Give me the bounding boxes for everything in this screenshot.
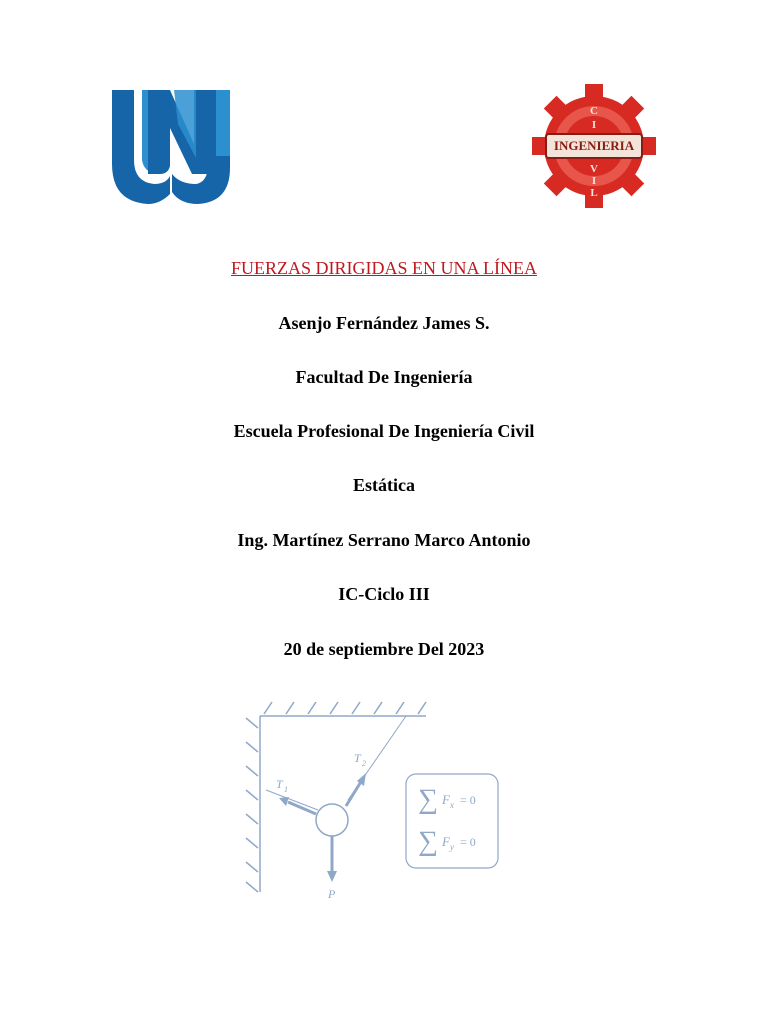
label-p: P (328, 887, 336, 901)
sigma-1: ∑ (418, 784, 438, 815)
school-name: Escuela Profesional De Ingeniería Civil (233, 421, 535, 441)
logo-text-ingenieria: INGENIERIA (553, 138, 635, 153)
label-t2-sub: 2 (362, 759, 366, 768)
eq2-sub: y (450, 842, 454, 852)
author-name: Asenjo Fernández James S. (278, 313, 490, 333)
force-equilibrium-diagram (236, 694, 504, 906)
teacher-name: Ing. Martínez Serrano Marco Antonio (237, 530, 531, 550)
label-t1-sub: 1 (284, 785, 288, 794)
svg-text:L: L (590, 187, 598, 199)
eq1-var: F (442, 792, 450, 807)
course-name: Estática (353, 475, 415, 495)
label-t1: T (276, 777, 283, 791)
document-title: FUERZAS DIRIGIDAS EN UNA LÍNEA (231, 258, 537, 278)
ingenieria-civil-logo (528, 84, 660, 208)
faculty-name: Facultad De Ingeniería (295, 367, 473, 387)
eq2-rhs: = 0 (460, 835, 476, 849)
sigma-2: ∑ (418, 826, 438, 857)
eq1-sub: x (450, 800, 454, 810)
eq2-var: F (442, 834, 450, 849)
unj-logo (108, 86, 236, 208)
svg-text:C: C (590, 105, 598, 117)
cycle-label: IC-Ciclo III (338, 584, 430, 604)
svg-text:V: V (590, 163, 598, 175)
date-label: 20 de septiembre Del 2023 (283, 639, 485, 659)
eq1-rhs: = 0 (460, 793, 476, 807)
svg-text:I: I (591, 175, 597, 187)
label-t2: T (354, 751, 361, 765)
svg-text:I: I (591, 119, 597, 131)
